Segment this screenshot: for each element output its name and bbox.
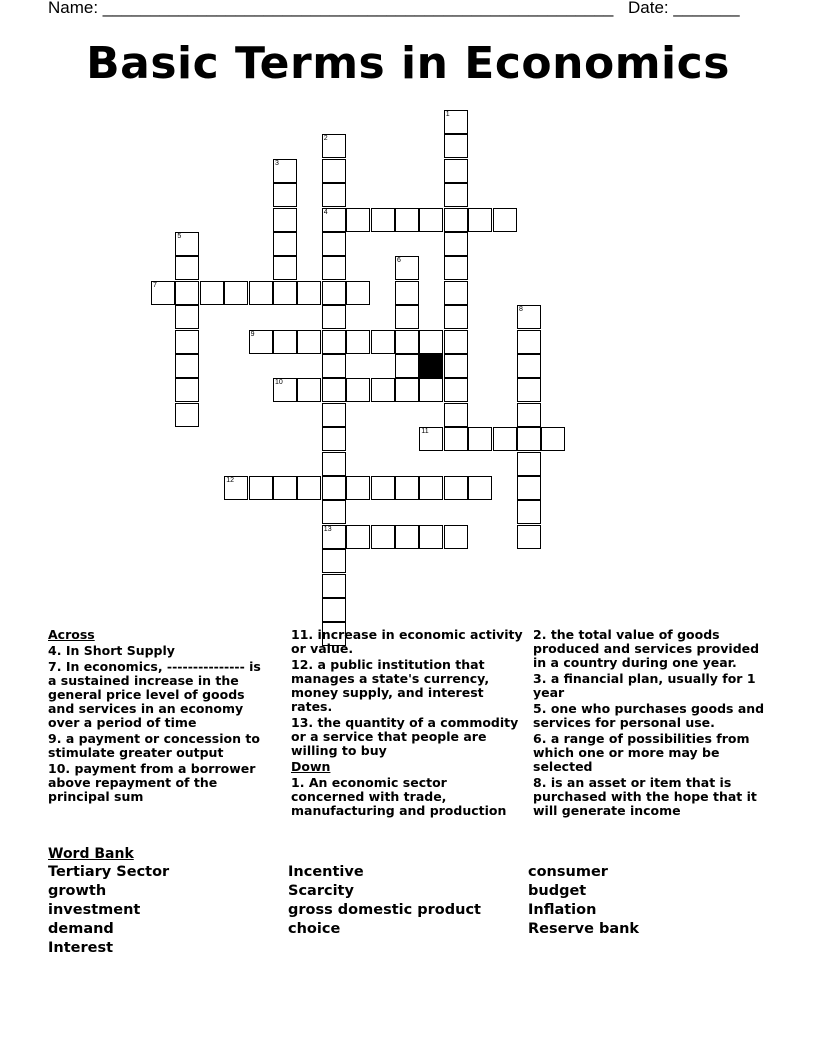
clue-column-3 (533, 628, 765, 820)
clue-down-8: 8. is an asset or item that is purchased with the hope that it will generate income (533, 775, 757, 818)
clue-down-3: 3. a financial plan, usually for 1 year (533, 671, 756, 700)
grid-cell[interactable] (419, 525, 443, 549)
grid-cell[interactable] (346, 378, 370, 402)
word-bank-item: demand (48, 921, 114, 937)
grid-cell[interactable] (249, 330, 273, 354)
grid-cell[interactable] (444, 183, 468, 207)
grid-cell[interactable] (419, 208, 443, 232)
clue-down-1: 1. An economic sector concerned with trade, manufacturing and production (291, 775, 507, 818)
word-bank-item: growth (48, 883, 107, 899)
grid-cell[interactable] (322, 452, 346, 476)
word-bank-column-3 (528, 863, 639, 939)
across-heading: Across (48, 627, 95, 642)
grid-cell[interactable] (346, 330, 370, 354)
grid-cell[interactable] (419, 378, 443, 402)
clue-number: 12 (226, 477, 234, 484)
grid-cell[interactable] (444, 330, 468, 354)
clue-number: 11 (421, 428, 429, 436)
grid-cell[interactable] (322, 183, 346, 207)
grid-cell[interactable] (395, 525, 419, 549)
name-field: Name: ______________________________________________________ (48, 0, 614, 17)
grid-cell[interactable] (346, 208, 370, 232)
clue-down-6: 6. a range of possibilities from which one or more may be selected (533, 731, 750, 774)
clue-column-1 (48, 628, 273, 806)
grid-cell[interactable] (444, 208, 468, 232)
word-bank-item: choice (288, 921, 341, 937)
grid-cell[interactable] (517, 330, 541, 354)
grid-cell[interactable] (175, 305, 199, 329)
grid-cell[interactable] (444, 281, 468, 305)
down-heading: Down (291, 759, 331, 774)
grid-cell[interactable] (517, 452, 541, 476)
grid-cell[interactable] (322, 256, 346, 280)
clue-across-12: 12. a public institution that manages a state's currency, money supply, and interest rates. (291, 657, 490, 714)
grid-cell[interactable] (322, 305, 346, 329)
grid-cell[interactable] (297, 476, 321, 500)
clue-number: 2 (323, 135, 328, 143)
grid-cell[interactable] (273, 208, 297, 232)
grid-cell[interactable] (444, 134, 468, 158)
grid-cell[interactable] (224, 281, 248, 305)
grid-cell[interactable] (517, 403, 541, 427)
grid-cell[interactable] (419, 476, 443, 500)
clue-number: 3 (275, 159, 279, 167)
grid-cell[interactable] (273, 159, 297, 183)
grid-cell[interactable] (322, 208, 346, 232)
grid-cell[interactable] (444, 305, 468, 329)
grid-cell[interactable] (395, 256, 419, 280)
grid-cell[interactable] (395, 281, 419, 305)
grid-cell[interactable] (322, 500, 346, 524)
grid-cell[interactable] (517, 476, 541, 500)
grid-cell[interactable] (273, 378, 297, 402)
word-bank-item: Reserve bank (528, 921, 640, 937)
grid-cell[interactable] (395, 378, 419, 402)
grid-cell[interactable] (371, 208, 395, 232)
grid-cell[interactable] (249, 281, 273, 305)
grid-cell[interactable] (322, 549, 346, 573)
grid-cell[interactable] (273, 281, 297, 305)
grid-cell[interactable] (175, 403, 199, 427)
grid-cell[interactable] (322, 281, 346, 305)
word-bank-item: Tertiary Sector (48, 864, 170, 880)
clue-down-5: 5. one who purchases goods and services for personal use. (533, 701, 765, 730)
grid-cell[interactable] (175, 354, 199, 378)
clue-across-13: 13. the quantity of a commodity or a service that people are willing to buy (291, 715, 519, 758)
clue-across-7: 7. In economics, --------------- is a sustained increase in the general price level of goods and services in an economy over a period of time (48, 659, 261, 730)
date-field: Date: _______ (628, 0, 740, 17)
grid-cell[interactable] (175, 256, 199, 280)
grid-cell[interactable] (175, 330, 199, 354)
clue-number: 5 (177, 233, 182, 240)
grid-cell[interactable] (517, 500, 541, 524)
grid-cell[interactable] (322, 232, 346, 256)
clue-across-11: 11. increase in economic activity or value. (291, 627, 523, 656)
clue-down-2: 2. the total value of goods produced and services provided in a country during one year. (533, 627, 760, 670)
grid-cell[interactable] (371, 378, 395, 402)
clue-number: 13 (323, 525, 332, 533)
clue-number: 7 (153, 281, 157, 289)
word-bank-item: gross domestic product (288, 902, 481, 918)
grid-cell[interactable] (371, 476, 395, 500)
grid-cell[interactable] (371, 330, 395, 354)
grid-cell[interactable] (395, 305, 419, 329)
grid-cell[interactable] (322, 134, 346, 158)
clue-across-9: 9. a payment or concession to stimulate greater output (48, 731, 260, 760)
grid-cell[interactable] (273, 476, 297, 500)
grid-cell[interactable] (322, 525, 346, 549)
grid-cell[interactable] (297, 378, 321, 402)
grid-cell[interactable] (444, 525, 468, 549)
grid-cell[interactable] (395, 476, 419, 500)
grid-cell[interactable] (151, 281, 175, 305)
grid-cell[interactable] (419, 330, 443, 354)
grid-cell[interactable] (346, 525, 370, 549)
grid-cell[interactable] (517, 525, 541, 549)
word-bank-item: Incentive (288, 864, 364, 880)
clue-across-4: 4. In Short Supply (48, 643, 175, 658)
word-bank-item: Interest (48, 940, 114, 956)
clue-number: 10 (275, 379, 283, 387)
grid-cell[interactable] (444, 378, 468, 402)
grid-cell[interactable] (395, 354, 419, 378)
grid-cell[interactable] (444, 476, 468, 500)
grid-cell[interactable] (444, 354, 468, 378)
grid-cell[interactable] (322, 476, 346, 500)
word-bank-title: Word Bank (48, 846, 134, 862)
grid-cell[interactable] (175, 378, 199, 402)
clue-across-10: 10. payment from a borrower above repayment of the principal sum (48, 761, 256, 804)
grid-cell[interactable] (517, 305, 541, 329)
word-bank-item: investment (48, 902, 141, 918)
grid-cell[interactable] (322, 598, 346, 622)
grid-cell[interactable] (322, 159, 346, 183)
clue-column-2 (291, 628, 523, 820)
word-bank-item: Scarcity (288, 883, 354, 899)
clue-number: 4 (323, 208, 328, 216)
grid-cell[interactable] (444, 427, 468, 451)
grid-cell[interactable] (175, 232, 199, 256)
grid-cell[interactable] (249, 476, 273, 500)
grid-cell[interactable] (444, 232, 468, 256)
grid-cell[interactable] (297, 330, 321, 354)
grid-cell[interactable] (322, 403, 346, 427)
grid-cell[interactable] (468, 476, 492, 500)
grid-cell[interactable] (541, 427, 565, 451)
page-title: Basic Terms in Economics (86, 38, 730, 89)
grid-cell[interactable] (468, 208, 492, 232)
grid-cell[interactable] (517, 427, 541, 451)
grid-cell[interactable] (273, 256, 297, 280)
clue-number: 6 (397, 257, 401, 265)
grid-cell[interactable] (395, 330, 419, 354)
word-bank-item: budget (528, 883, 587, 899)
grid-cell[interactable] (346, 281, 370, 305)
black-cell (419, 354, 443, 378)
word-bank-item: consumer (528, 864, 608, 880)
grid-cell[interactable] (517, 354, 541, 378)
grid-cell[interactable] (322, 330, 346, 354)
word-bank-item: Inflation (528, 902, 597, 918)
clue-number: 1 (445, 111, 450, 118)
grid-cell[interactable] (468, 427, 492, 451)
grid-cell[interactable] (395, 208, 419, 232)
grid-cell[interactable] (493, 427, 517, 451)
grid-cell[interactable] (419, 427, 443, 451)
word-bank-column-2 (288, 863, 481, 939)
clue-number: 8 (519, 306, 523, 314)
grid-cell[interactable] (444, 110, 468, 134)
word-bank-column-1 (48, 863, 169, 958)
grid-cell[interactable] (517, 378, 541, 402)
grid-cell[interactable] (200, 281, 224, 305)
grid-cell[interactable] (297, 281, 321, 305)
grid-cell[interactable] (444, 256, 468, 280)
grid-cell[interactable] (444, 403, 468, 427)
grid-cell[interactable] (322, 378, 346, 402)
grid-cell[interactable] (444, 159, 468, 183)
grid-cell[interactable] (322, 427, 346, 451)
grid-cell[interactable] (175, 281, 199, 305)
grid-cell[interactable] (273, 330, 297, 354)
grid-cell[interactable] (224, 476, 248, 500)
grid-cell[interactable] (371, 525, 395, 549)
grid-cell[interactable] (493, 208, 517, 232)
grid-cell[interactable] (322, 574, 346, 598)
grid-cell[interactable] (322, 354, 346, 378)
clue-number: 9 (250, 330, 255, 338)
grid-cell[interactable] (273, 183, 297, 207)
grid-cell[interactable] (346, 476, 370, 500)
grid-cell[interactable] (273, 232, 297, 256)
